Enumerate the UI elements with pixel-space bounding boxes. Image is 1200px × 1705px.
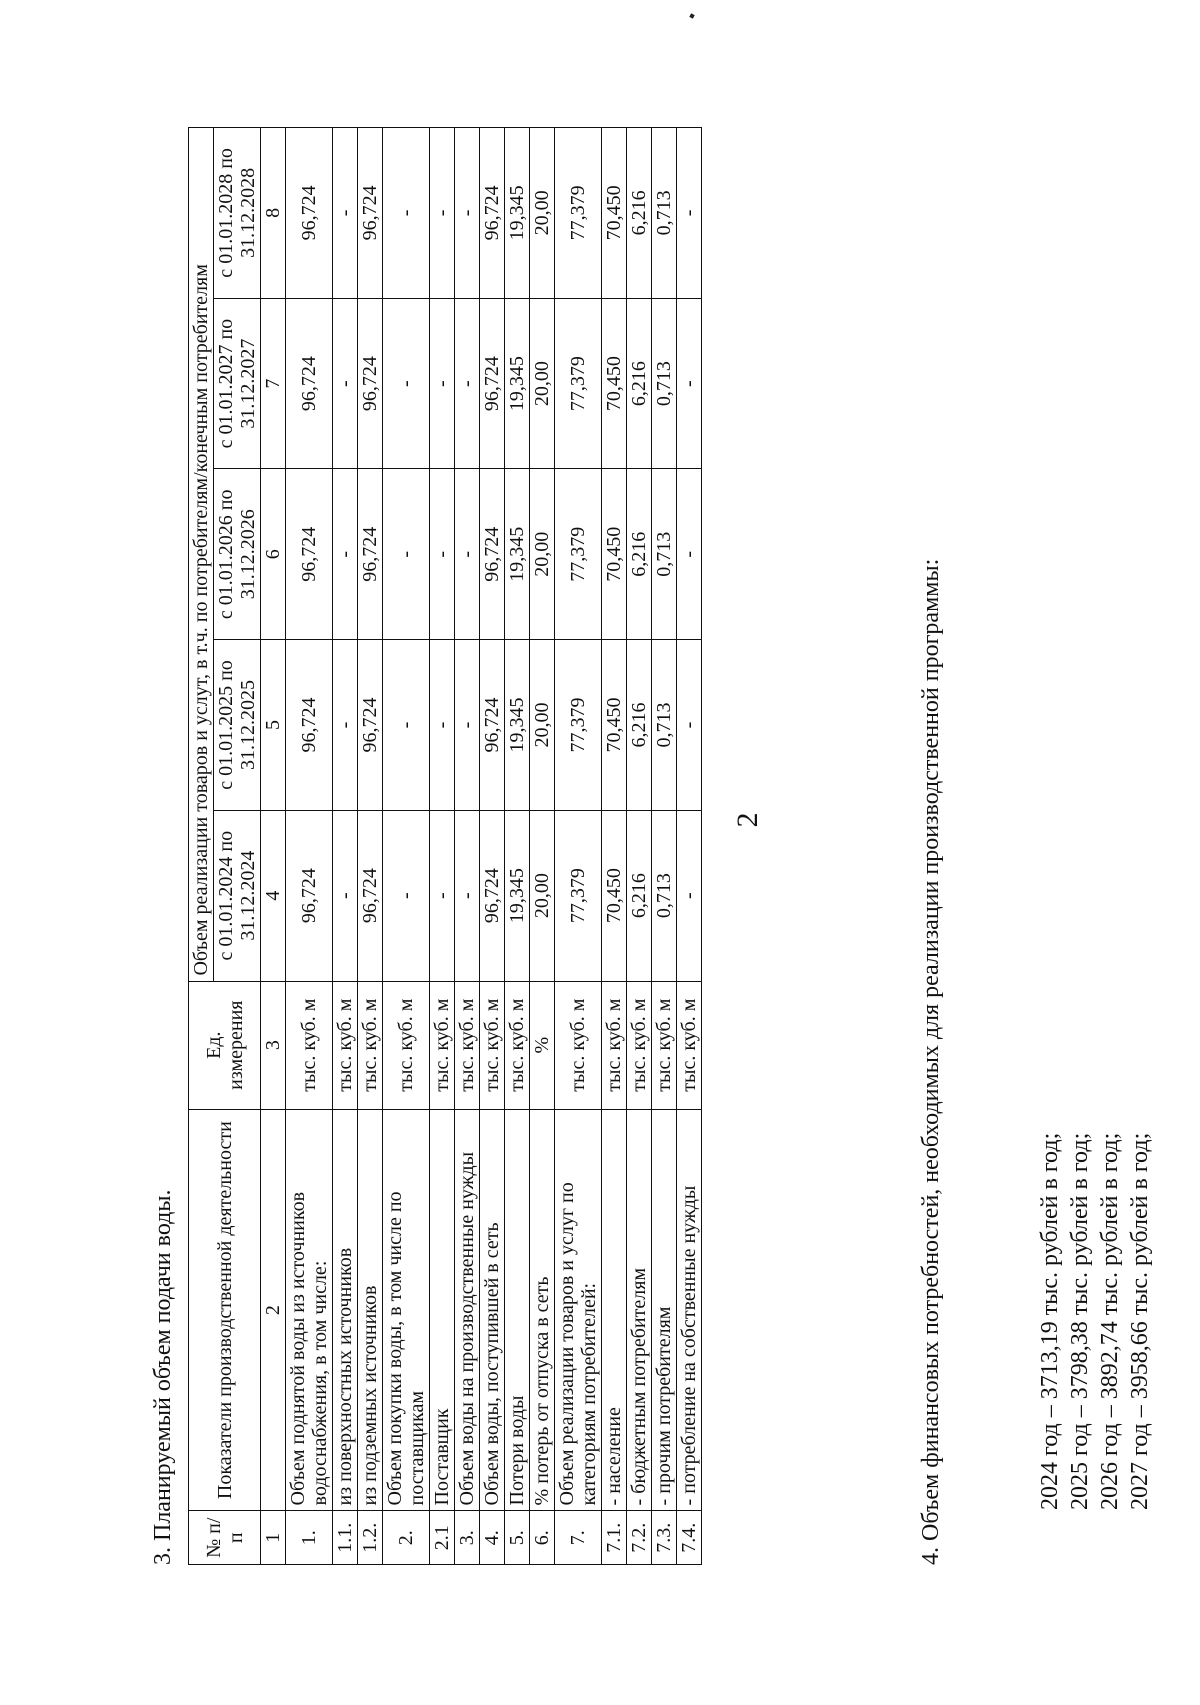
row-value: 96,724 (286, 810, 333, 981)
row-indicator: - потребление на собственные нужды (677, 1109, 702, 1511)
table-header-row (189, 128, 214, 1565)
row-unit: тыс. куб. м (358, 981, 383, 1109)
header-num: № п/п (189, 1511, 261, 1565)
row-value: - (430, 298, 455, 469)
row-unit: тыс. куб. м (652, 981, 677, 1109)
row-value: 20,00 (530, 469, 555, 640)
water-supply-table (188, 127, 702, 1565)
row-unit: тыс. куб. м (627, 981, 652, 1109)
row-indicator: - прочим потребителям (652, 1109, 677, 1511)
column-number: 3 (261, 981, 286, 1109)
rotated-content (0, 140, 1153, 1650)
column-number: 6 (261, 469, 286, 640)
table-row (555, 128, 602, 1565)
row-value: 96,724 (480, 469, 505, 640)
row-value: 20,00 (530, 810, 555, 981)
financial-need-item: 2027 год – 3958,66 тыс. рублей в год; (1127, 1132, 1153, 1510)
row-number: 2.1 (430, 1511, 455, 1565)
section3-title: 3. Планируемый объем подачи воды. (150, 1189, 176, 1565)
table-row (602, 128, 627, 1565)
row-value: 20,00 (530, 128, 555, 299)
row-value: 0,713 (652, 640, 677, 811)
row-value: - (455, 810, 480, 981)
row-number: 7.3. (652, 1511, 677, 1565)
row-value: 6,216 (627, 128, 652, 299)
row-number: 5. (505, 1511, 530, 1565)
row-value: - (430, 640, 455, 811)
row-value: 20,00 (530, 298, 555, 469)
row-value: 19,345 (505, 128, 530, 299)
scan-mark (689, 13, 694, 18)
row-value: - (333, 128, 358, 299)
table-row (530, 128, 555, 1565)
header-period: с 01.01.2027 по 31.12.2027 (214, 298, 261, 469)
row-value: - (677, 128, 702, 299)
row-value: - (677, 469, 702, 640)
financial-needs-list (1035, 1133, 1155, 1510)
row-value: 96,724 (480, 298, 505, 469)
row-value: 96,724 (358, 298, 383, 469)
row-value: 96,724 (286, 298, 333, 469)
row-unit: тыс. куб. м (602, 981, 627, 1109)
column-number: 8 (261, 128, 286, 299)
table-row (627, 128, 652, 1565)
row-unit: тыс. куб. м (383, 981, 430, 1109)
header-period: с 01.01.2028 по 31.12.2028 (214, 128, 261, 299)
row-value: - (455, 298, 480, 469)
row-number: 1.2. (358, 1511, 383, 1565)
row-number: 7.1. (602, 1511, 627, 1565)
row-value: - (455, 469, 480, 640)
row-indicator: - бюджетным потребителям (627, 1109, 652, 1511)
header-indicator: Показатели производственной деятельности (189, 1109, 261, 1511)
row-unit: тыс. куб. м (455, 981, 480, 1109)
row-value: 0,713 (652, 128, 677, 299)
row-indicator: % потерь от отпуска в сеть (530, 1109, 555, 1511)
row-value: 96,724 (286, 469, 333, 640)
row-value: - (430, 128, 455, 299)
row-indicator: - население (602, 1109, 627, 1511)
table-row (505, 128, 530, 1565)
row-unit: тыс. куб. м (430, 981, 455, 1109)
row-value: 0,713 (652, 469, 677, 640)
row-value: 77,379 (555, 810, 602, 981)
row-number: 1. (286, 1511, 333, 1565)
row-indicator: Объем поднятой воды из источников водоснабжения, в том числе: (286, 1109, 333, 1511)
row-indicator: из подземных источников (358, 1109, 383, 1511)
row-value: 6,216 (627, 810, 652, 981)
row-value: 20,00 (530, 640, 555, 811)
table-row (333, 128, 358, 1565)
table-body (286, 128, 702, 1565)
row-value: 0,713 (652, 810, 677, 981)
row-value: 96,724 (358, 640, 383, 811)
row-value: - (430, 810, 455, 981)
row-value: 96,724 (480, 640, 505, 811)
row-value: - (383, 128, 430, 299)
row-value: 96,724 (286, 128, 333, 299)
row-unit: тыс. куб. м (333, 981, 358, 1109)
row-value: 70,450 (602, 640, 627, 811)
row-value: 96,724 (358, 810, 383, 981)
row-value: 77,379 (555, 298, 602, 469)
row-value: - (383, 469, 430, 640)
row-value: 19,345 (505, 298, 530, 469)
row-value: 6,216 (627, 469, 652, 640)
row-unit: тыс. куб. м (480, 981, 505, 1109)
financial-need-item: 2026 год – 3892,74 тыс. рублей в год; (1097, 1132, 1123, 1510)
row-number: 4. (480, 1511, 505, 1565)
table-row (430, 128, 455, 1565)
row-indicator: Потери воды (505, 1109, 530, 1511)
column-number: 1 (261, 1511, 286, 1565)
column-number-row (261, 128, 286, 1565)
row-value: 70,450 (602, 810, 627, 981)
row-value: - (430, 469, 455, 640)
column-number: 2 (261, 1109, 286, 1511)
table-row (455, 128, 480, 1565)
row-unit: % (530, 981, 555, 1109)
row-value: - (333, 298, 358, 469)
row-value: 77,379 (555, 640, 602, 811)
row-value: 96,724 (480, 128, 505, 299)
row-value: 6,216 (627, 640, 652, 811)
row-value: 96,724 (358, 128, 383, 299)
row-value: 0,713 (652, 298, 677, 469)
section4-title: 4. Объем финансовых потребностей, необходимых для реализации производственной программы: (918, 558, 944, 1565)
row-number: 2. (383, 1511, 430, 1565)
row-indicator: Объем покупки воды, в том числе по поставщикам (383, 1109, 430, 1511)
header-period: с 01.01.2024 по 31.12.2024 (214, 810, 261, 981)
column-number: 5 (261, 640, 286, 811)
page-number: 2 (731, 812, 764, 828)
row-value: - (333, 640, 358, 811)
row-value: 77,379 (555, 469, 602, 640)
row-unit: тыс. куб. м (286, 981, 333, 1109)
header-unit: Ед. измерения (189, 981, 261, 1109)
row-value: - (677, 298, 702, 469)
table-row (480, 128, 505, 1565)
row-value: - (383, 810, 430, 981)
row-indicator: Объем воды, поступившей в сеть (480, 1109, 505, 1511)
row-number: 7.2. (627, 1511, 652, 1565)
row-value: - (677, 640, 702, 811)
header-period: с 01.01.2025 по 31.12.2025 (214, 640, 261, 811)
row-value: 19,345 (505, 640, 530, 811)
row-value: 77,379 (555, 128, 602, 299)
table-row (652, 128, 677, 1565)
financial-need-item: 2024 год – 3713,19 тыс. рублей в год; (1037, 1132, 1063, 1510)
row-value: 70,450 (602, 469, 627, 640)
table-row (677, 128, 702, 1565)
row-number: 6. (530, 1511, 555, 1565)
row-value: 96,724 (358, 469, 383, 640)
table-row (358, 128, 383, 1565)
row-value: - (455, 128, 480, 299)
table-row (286, 128, 333, 1565)
row-value: 19,345 (505, 469, 530, 640)
row-indicator: Объем реализации товаров и услуг по категориям потребителей: (555, 1109, 602, 1511)
row-unit: тыс. куб. м (505, 981, 530, 1109)
row-value: 70,450 (602, 128, 627, 299)
financial-need-item: 2025 год – 3798,38 тыс. рублей в год; (1067, 1132, 1093, 1510)
header-period: с 01.01.2026 по 31.12.2026 (214, 469, 261, 640)
row-indicator: из поверхностных источников (333, 1109, 358, 1511)
table-row (383, 128, 430, 1565)
column-number: 7 (261, 298, 286, 469)
row-value: 96,724 (480, 810, 505, 981)
row-number: 7.4. (677, 1511, 702, 1565)
row-number: 7. (555, 1511, 602, 1565)
row-value: 96,724 (286, 640, 333, 811)
header-volume-group: Объем реализации товаров и услут, в т.ч. по потребителям/конечным потребителям (189, 128, 214, 982)
row-indicator: Объем воды на производственные нужды (455, 1109, 480, 1511)
row-indicator: Поставщик (430, 1109, 455, 1511)
row-value: 19,345 (505, 810, 530, 981)
row-value: - (455, 640, 480, 811)
row-value: 6,216 (627, 298, 652, 469)
row-value: - (677, 810, 702, 981)
row-number: 1.1. (333, 1511, 358, 1565)
row-unit: тыс. куб. м (677, 981, 702, 1109)
column-number: 4 (261, 810, 286, 981)
row-value: - (333, 469, 358, 640)
row-value: - (333, 810, 358, 981)
row-value: 70,450 (602, 298, 627, 469)
row-unit: тыс. куб. м (555, 981, 602, 1109)
row-value: - (383, 298, 430, 469)
row-number: 3. (455, 1511, 480, 1565)
row-value: - (383, 640, 430, 811)
